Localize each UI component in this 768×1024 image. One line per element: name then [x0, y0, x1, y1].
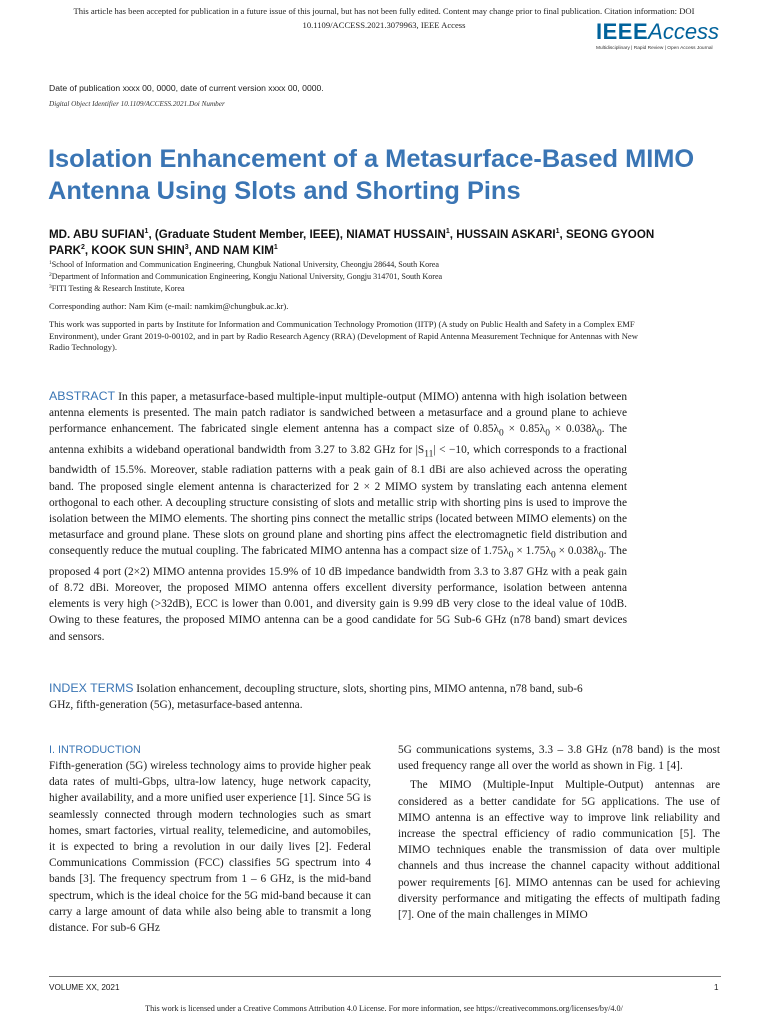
- index-terms: [49, 681, 609, 713]
- author-list: [49, 227, 669, 259]
- abstract-text: × 0.038λ: [549, 423, 597, 436]
- author-affil-sup: 1: [144, 228, 149, 235]
- affiliation-sup: 3: [49, 284, 52, 290]
- abstract-text: | < −10, which corresponds to a fractional bandwidth of 15.5%. Moreover, stable radiation patterns with a peak gain of 8.1 dBi are also achieved across the operating band. The proposed single element antenna is characterized for 2 × 2 MIMO system by translating each antenna element orthogonal to each other. A decoupling structure consisting of slots and metallic strip with shorting pins is used to improve the isolation between the MIMO elements. The shorting pins connect the metallic strips (located between MIMO elements) on the metasurface and ground plane. These slots on ground plane and shorting pins affect the electromagnetic field distribution and consequently reduce the mutual coupling. The fabricated MIMO antenna has a compact size of 1.75λ: [49, 443, 628, 558]
- affiliation-text: Department of Information and Communication Engineering, Kongju National University, Gongju 314701, South Korea: [51, 272, 443, 281]
- author-affil-sup: 1: [273, 244, 278, 251]
- abstract-subscript: 0: [545, 428, 550, 439]
- abstract-subscript: 0: [499, 428, 504, 439]
- logo-access-text: Access: [648, 19, 720, 44]
- author-affil-sup: 1: [445, 228, 450, 235]
- author-name: , SEONG GYOON PARK: [49, 228, 655, 257]
- license-notice: This work is licensed under a Creative Commons Attribution 4.0 License. For more information, see https://creativecommons.org/licenses/by/4.0/: [145, 1004, 623, 1013]
- abstract: [49, 388, 627, 645]
- author-name: , HUSSAIN ASKARI: [449, 228, 556, 241]
- body-column-right: [398, 742, 720, 923]
- body-paragraph: The MIMO (Multiple-Input Multiple-Output) antennas are considered as a better candidate for 5G applications. The use of MIMO antenna is an effective way to improve link reliability and increase the spectral efficiency of radio communication [5]. The MIMO techniques enable the transmission of data over multiple channels and thus increase the channel capacity without additional power requirements [6]. MIMO antennas can be used for achieving diversity performance and mitigating the effects of multipath fading [7]. One of the main challenges in MIMO: [398, 779, 720, 922]
- abstract-text: . The proposed 4 port (2×2) MIMO antenna provides 15.9% of 10 dB impedance bandwidth from 3.3 to 3.87 GHz with a peak gain of 8.72 dBi. Moreover, the proposed MIMO antenna offers excellent diversity performance, isolation between antenna elements is very high (>32dB), ECC is lower than 0.001, and diversity gain is 9.99 dB very close to the ideal value of 10dB. Owing to these features, the proposed MIMO antenna can be a good candidate for 5G Sub-6 GHz (n78 band) smart devices and sensors.: [49, 545, 628, 643]
- body-paragraph: Fifth-generation (5G) wireless technology aims to provide higher peak data rates of multi-Gbps, ultra-low latency, huge network capacity, higher availability, and a more unified user experience [1]. Since 5G is seamlessly connected through modern technologies such as smart homes, smart factories, virtual reality, telemedicine, and automobiles, it is expected to bring a revolution in our daily lives [2]. Federal Communications Commission (FCC) classifies 5G spectrum into 4 bands [3]. The frequency spectrum from 1 – 6 GHz, is the mid-band spectrum, which is the ideal choice for the 5G mid-band because it can carry a large amount of data while also being able to transmit a long distance. For sub-6 GHz: [49, 760, 371, 935]
- affiliation-text: School of Information and Communication Engineering, Chungbuk National University, Cheongju 28644, South Korea: [51, 260, 439, 269]
- abstract-subscript: 0: [550, 550, 556, 561]
- author-name: MD. ABU SUFIAN: [49, 228, 145, 241]
- funding-statement: This work was supported in parts by Institute for Information and Communication Technology Promotion (IITP) (A study on Public Health and Safety in a Complex EMF Environment), under Grant 2019-0-00102, and in part by Radio Research Agency (RRA) (Development of Rapid Antenna Measurement Technique for Antennas with New Radio Technology).: [49, 319, 638, 352]
- affiliation-3: [49, 282, 709, 295]
- acceptance-notice-line2: 10.1109/ACCESS.2021.3079963, IEEE Access: [302, 20, 466, 30]
- footer-page-number: 1: [714, 983, 719, 992]
- paper-title: Isolation Enhancement of a Metasurface-Based MIMO Antenna Using Slots and Shorting Pins: [48, 145, 695, 205]
- publication-date: Date of publication xxxx 00, 0000, date of current version xxxx 00, 0000.: [49, 83, 324, 93]
- abstract-text: × 1.75λ: [513, 545, 551, 558]
- abstract-subscript: 0: [508, 550, 514, 561]
- affiliation-text: FITI Testing & Research Institute, Korea: [51, 284, 185, 293]
- abstract-text: In this paper, a metasurface-based multiple-input multiple-output (MIMO) antenna with high isolation between antenna elements is presented. The main patch radiator is sandwiched between a metasurface and a ground plane to achieve performance enhancement. The fabricated single element antenna has a compact size of 0.85λ: [49, 391, 627, 436]
- author-name: , (Graduate Student Member, IEEE), NIAMAT HUSSAIN: [148, 228, 446, 241]
- journal-logo: [596, 21, 746, 57]
- abstract-text: × 0.038λ: [555, 545, 599, 558]
- body-paragraph: 5G communications systems, 3.3 – 3.8 GHz (n78 band) is the most used frequency range all over the world as shown in Fig. 1 [4].: [398, 744, 720, 773]
- author-affil-sup: 2: [81, 244, 85, 251]
- body-column-left: [49, 742, 371, 936]
- author-affil-sup: 3: [184, 244, 189, 251]
- abstract-subscript: 11: [424, 449, 434, 460]
- corresponding-author: Corresponding author: Nam Kim (e-mail: namkim@chungbuk.ac.kr).: [49, 301, 289, 311]
- abstract-subscript: 0: [598, 550, 604, 561]
- author-name: , KOOK SUN SHIN: [84, 244, 185, 257]
- author-name: , AND NAM KIM: [188, 244, 274, 257]
- acceptance-notice-line1: This article has been accepted for publication in a future issue of this journal, but has not been fully edited. Content may change prior to final publication. Citation information: DOI: [73, 6, 695, 16]
- abstract-text: . The antenna exhibits a wideband operational bandwidth from 3.27 to 3.82 GHz for |S: [49, 423, 628, 456]
- abstract-text: × 0.85λ: [503, 423, 546, 436]
- footer-divider: [49, 976, 721, 977]
- index-terms-label: INDEX TERMS: [49, 681, 134, 695]
- author-affil-sup: 1: [555, 228, 560, 235]
- affiliation-sup: 1: [49, 260, 52, 266]
- doi-line: Digital Object Identifier 10.1109/ACCESS.2021.Doi Number: [49, 100, 225, 108]
- logo-ieee-text: IEEE: [596, 19, 649, 44]
- abstract-label: ABSTRACT: [49, 389, 116, 403]
- index-terms-text: Isolation enhancement, decoupling structure, slots, shorting pins, MIMO antenna, n78 band, sub-6 GHz, fifth-generation (5G), metasurface-based antenna.: [49, 683, 583, 711]
- logo-tagline: Multidisciplinary | Rapid Review | Open Access Journal: [596, 46, 713, 51]
- section-heading-introduction: I. INTRODUCTION: [49, 744, 141, 756]
- affiliation-sup: 2: [49, 272, 52, 278]
- journal-logo-wordmark: [596, 21, 746, 43]
- abstract-subscript: 0: [597, 428, 602, 439]
- footer-volume: VOLUME XX, 2021: [49, 983, 120, 992]
